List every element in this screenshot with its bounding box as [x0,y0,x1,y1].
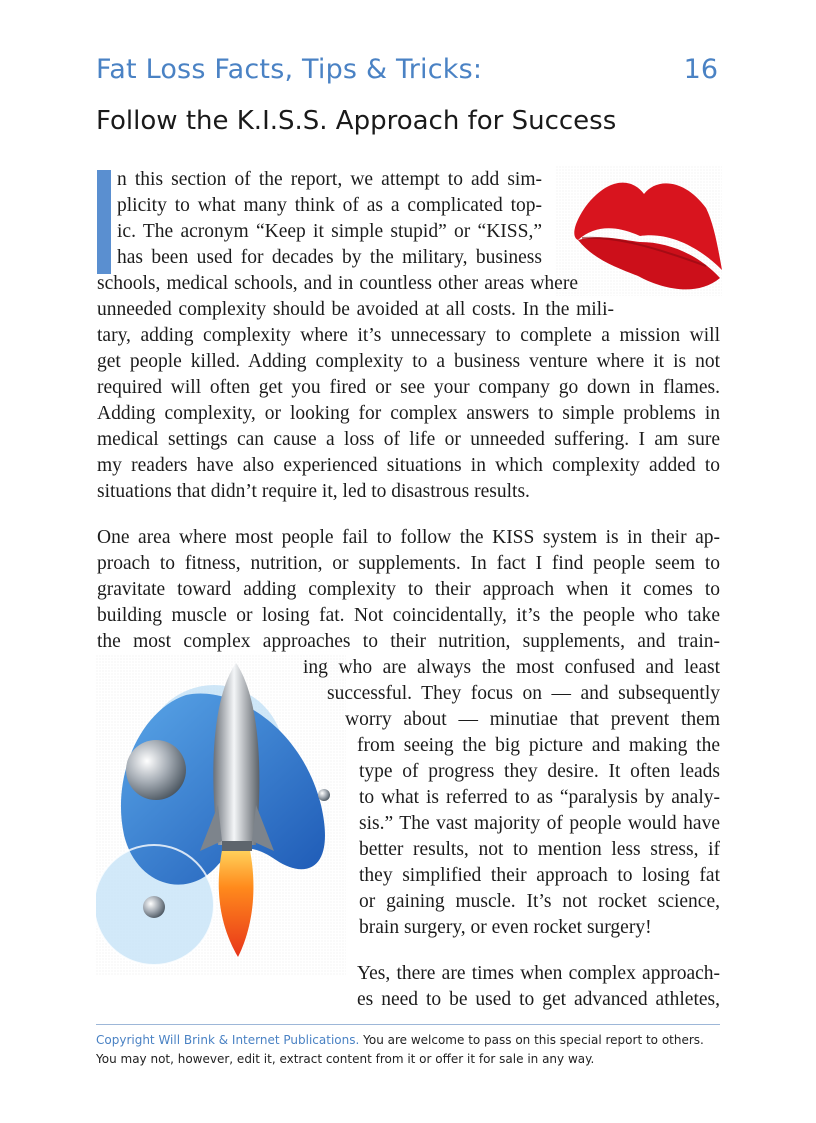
text-line: get people killed. Adding complexity to a business venture where it is not [97,351,720,372]
text-line: proach to fitness, nutrition, or supplements. In fact I find people seem to [97,553,720,574]
text-line: worry about — minutiae that prevent them [345,709,720,730]
text-line: gravitate toward adding complexity to their approach when it comes to [97,579,720,600]
text-line: successful. They focus on — and subsequently [327,683,720,704]
text-line: the most complex approaches to their nutrition, supplements, and train- [97,631,720,652]
footer-brand: Copyright Will Brink & Internet Publications. [96,1033,360,1047]
text-line: n this section of the report, we attempt to add sim- [117,169,542,190]
text-line: medical settings can cause a loss of life or unneeded suffering. I am sure [97,429,720,450]
text-line: situations that didn’t require it, led to disastrous results. [97,481,530,502]
text-line: they simplified their approach to losing fat [359,865,720,886]
footer-copyright [96,1024,720,1069]
rocket-illustration [96,655,346,975]
text-line: sis.” The vast majority of people would have [359,813,720,834]
text-line: my readers have also experienced situations in which complexity added to [97,455,720,476]
text-line: from seeing the big picture and making the [357,735,720,756]
report-title: Fat Loss Facts, Tips & Tricks: [96,54,483,85]
drop-cap-i [97,170,111,274]
text-line: has been used for decades by the military, business [117,247,542,268]
text-line: to what is referred to as “paralysis by analy- [359,787,720,808]
text-line: plicity to what many think of as a complicated top- [117,195,542,216]
text-line: ing who are always the most confused and least [303,657,720,678]
text-line: brain surgery, or even rocket surgery! [359,917,652,938]
text-line: building muscle or losing fat. Not coincidentally, it’s the people who take [97,605,720,626]
page-number: 16 [683,54,718,85]
text-line: schools, medical schools, and in countless other areas where [97,273,578,294]
text-line: Adding complexity, or looking for complex answers to simple problems in [97,403,720,424]
text-line: type of progress they desire. It often leads [359,761,720,782]
text-line: One area where most people fail to follow the KISS system is in their ap- [97,527,720,548]
text-line: Yes, there are times when complex approach- [357,963,720,984]
lips-image [556,166,722,296]
text-line: ic. The acronym “Keep it simple stupid” or “KISS,” [117,221,542,242]
text-line: required will often get you fired or see your company go down in flames. [97,377,720,398]
text-line: or gaining muscle. It’s not rocket science, [359,891,720,912]
text-line: unneeded complexity should be avoided at all costs. In the mili- [97,299,614,320]
footer-notice: You are welcome to pass on this special report to others. You may not, however, edit it, extract content from it or offer it for sale in any way. [96,1033,704,1066]
text-line: tary, adding complexity where it’s unnecessary to complete a mission will [97,325,720,346]
text-line: better results, not to mention less stress, if [359,839,720,860]
section-heading: Follow the K.I.S.S. Approach for Success [96,106,617,136]
text-line: es need to be used to get advanced athletes, [357,989,720,1010]
